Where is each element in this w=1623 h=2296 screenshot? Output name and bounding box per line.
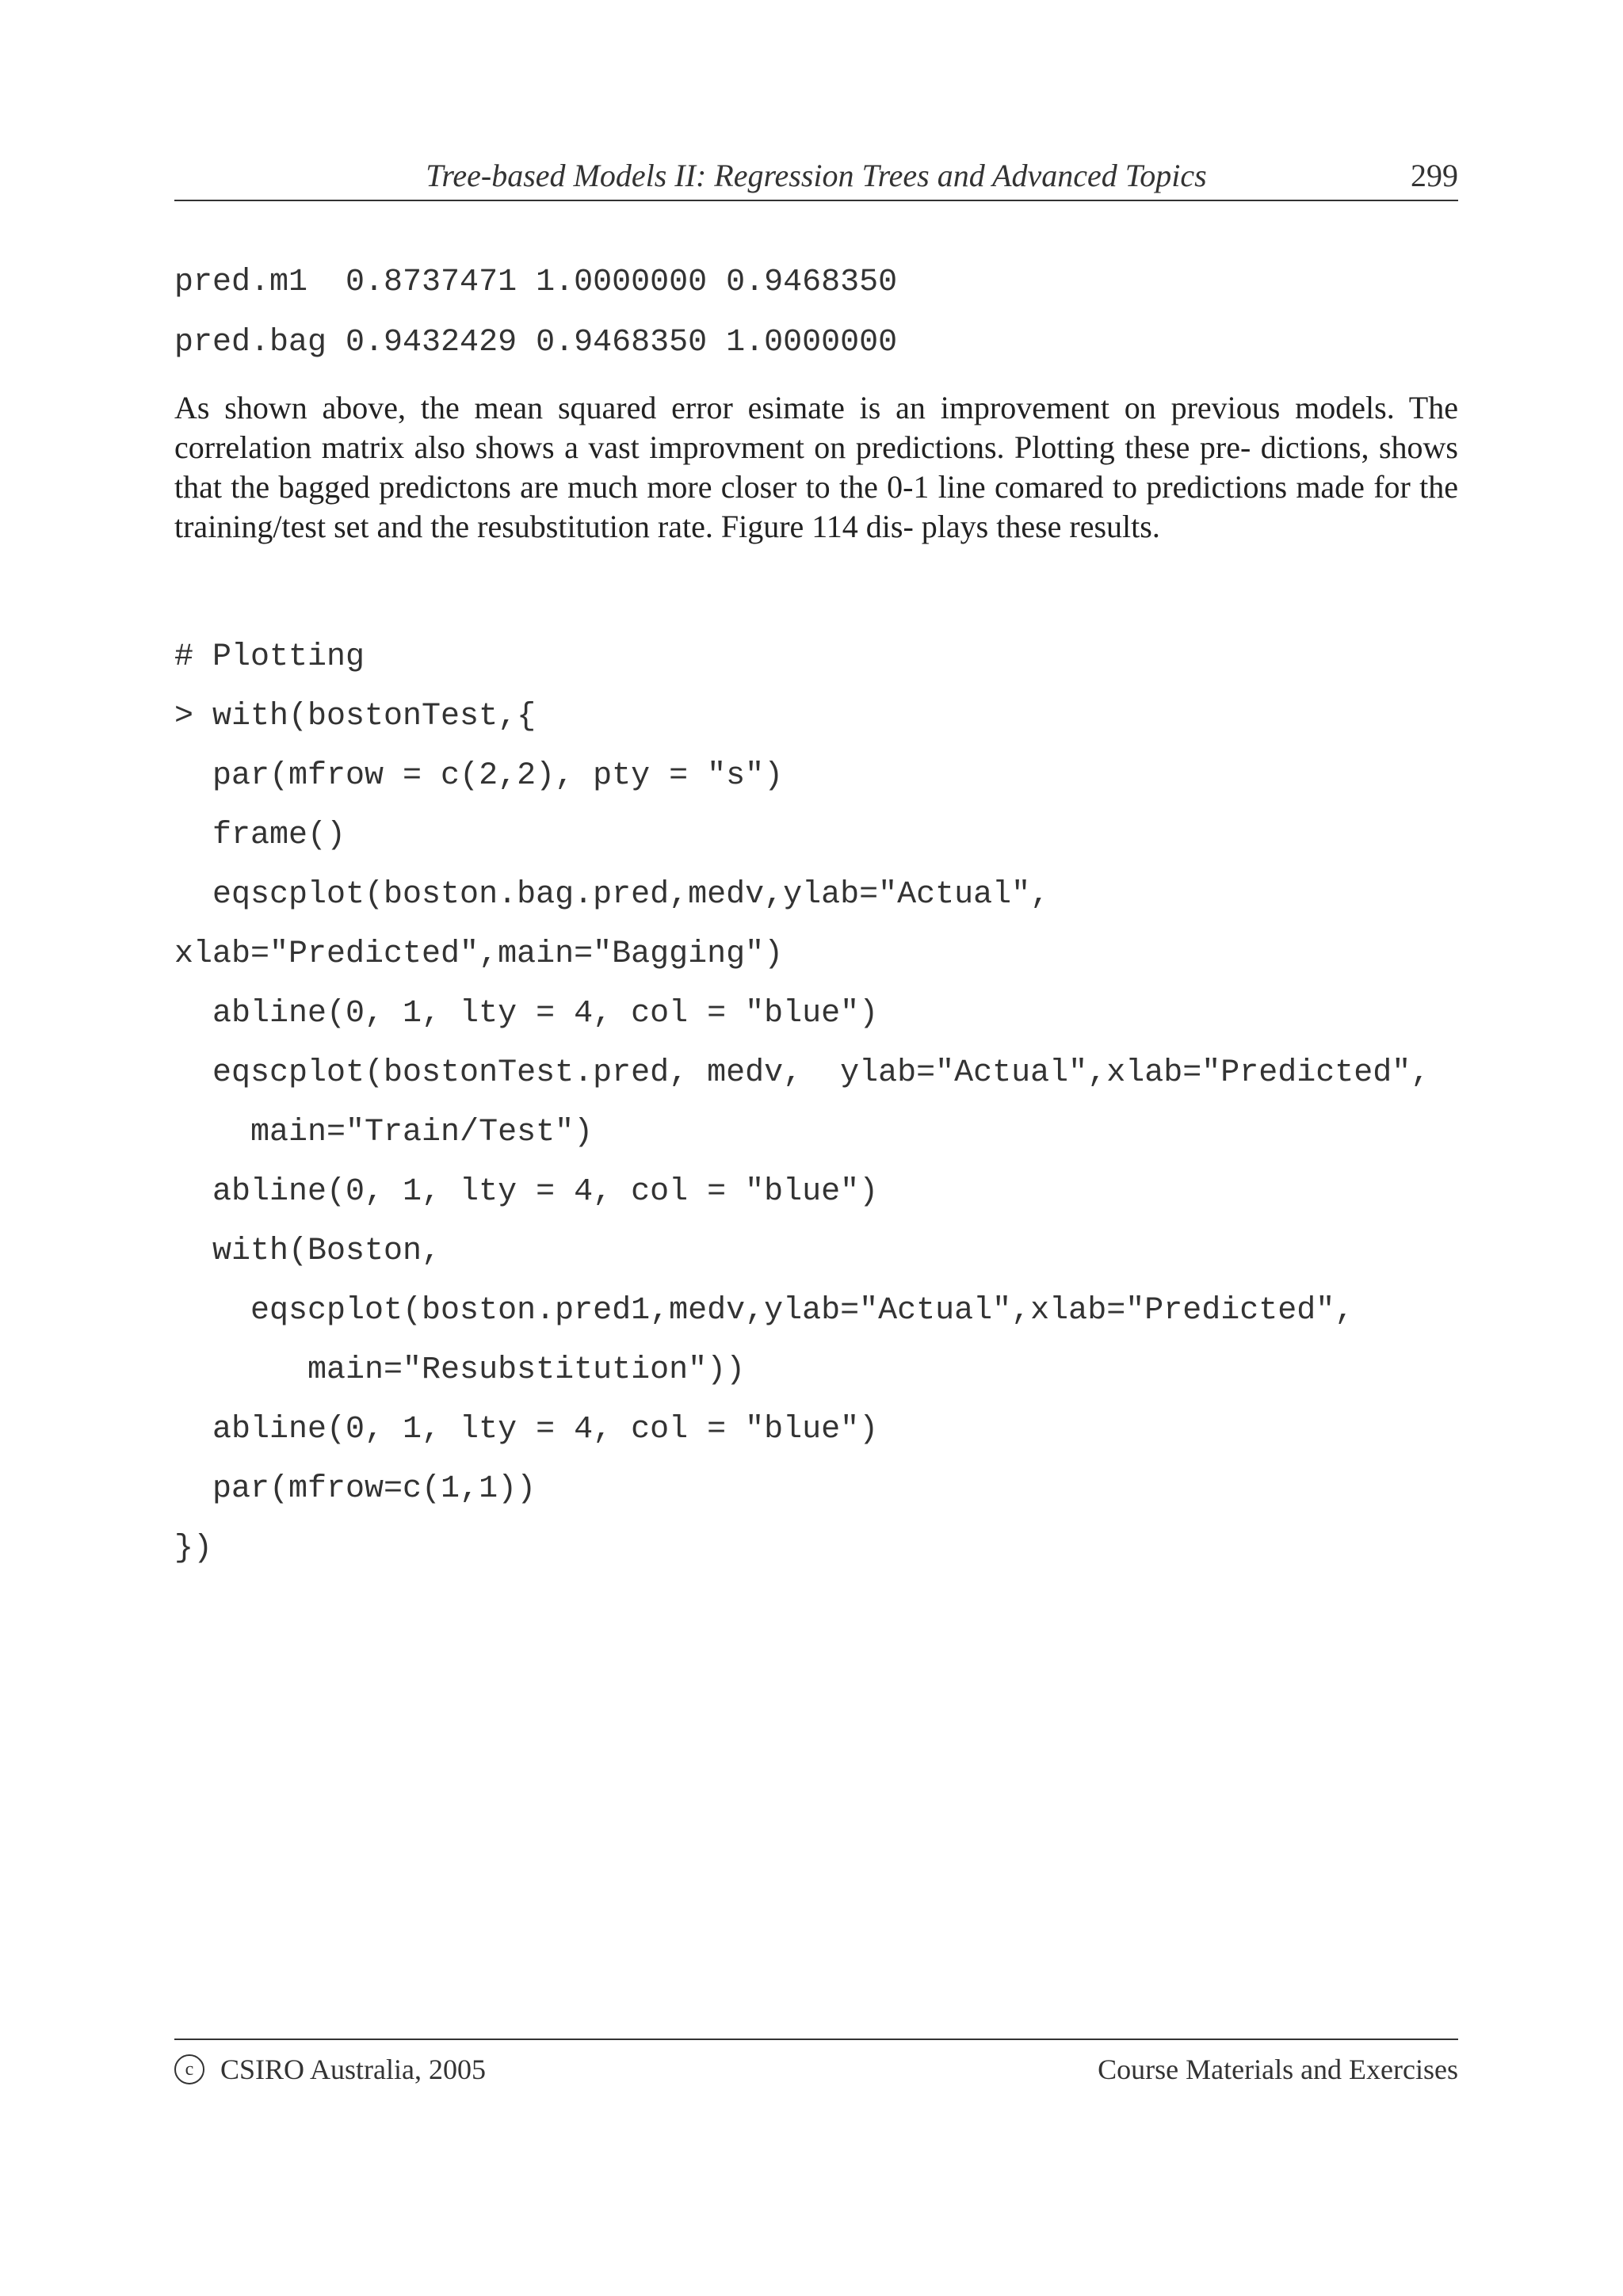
code-line: main="Train/Test") (174, 1115, 594, 1150)
running-header (174, 151, 1458, 201)
copyright-icon: c (174, 2054, 204, 2084)
code-line: # Plotting (174, 639, 365, 675)
footer-right-text: Course Materials and Exercises (1098, 2054, 1458, 2085)
code-line: abline(0, 1, lty = 4, col = "blue") (174, 1174, 879, 1210)
page-footer (174, 2039, 1458, 2096)
code-line: abline(0, 1, lty = 4, col = "blue") (174, 996, 879, 1032)
code-line: main="Resubstitution")) (174, 1352, 746, 1388)
footer-left-text: CSIRO Australia, 2005 (220, 2054, 487, 2085)
code-line: > with(bostonTest,{ (174, 699, 537, 734)
code-line: xlab="Predicted",main="Bagging") (174, 936, 784, 972)
code-line: par(mfrow = c(2,2), pty = "s") (174, 758, 784, 794)
code-line: eqscplot(boston.bag.pred,medv,ylab="Actual", (174, 877, 1050, 913)
footer-copyright (174, 2053, 486, 2086)
code-line: abline(0, 1, lty = 4, col = "blue") (174, 1412, 879, 1447)
code-line: with(Boston, (174, 1234, 441, 1269)
code-line: eqscplot(boston.pred1,medv,ylab="Actual",xlab="Predicted", (174, 1293, 1354, 1329)
code-line: }) (174, 1531, 213, 1566)
code-line: par(mfrow=c(1,1)) (174, 1471, 537, 1507)
matrix-row: pred.m1 0.8737471 1.0000000 0.9468350 (174, 265, 898, 300)
code-line: frame() (174, 818, 346, 853)
body-paragraph: As shown above, the mean squared error esimate is an improvement on previous models. The correlation matrix also shows a vast improvment on predictions. Plotting these pre- dictions, shows that the bagged predictons are much more closer to the 0-1 line comared to predictions made for the training/test set and the resubstitution rate. Figure 114 dis- plays these results. (174, 390, 1458, 544)
matrix-row: pred.bag 0.9432429 0.9468350 1.0000000 (174, 325, 898, 360)
header-title: Tree-based Models II: Regression Trees and Advanced Topics (426, 158, 1207, 193)
page-number: 299 (1411, 158, 1458, 193)
code-line: eqscplot(bostonTest.pred, medv, ylab="Actual",xlab="Predicted", (174, 1055, 1430, 1091)
